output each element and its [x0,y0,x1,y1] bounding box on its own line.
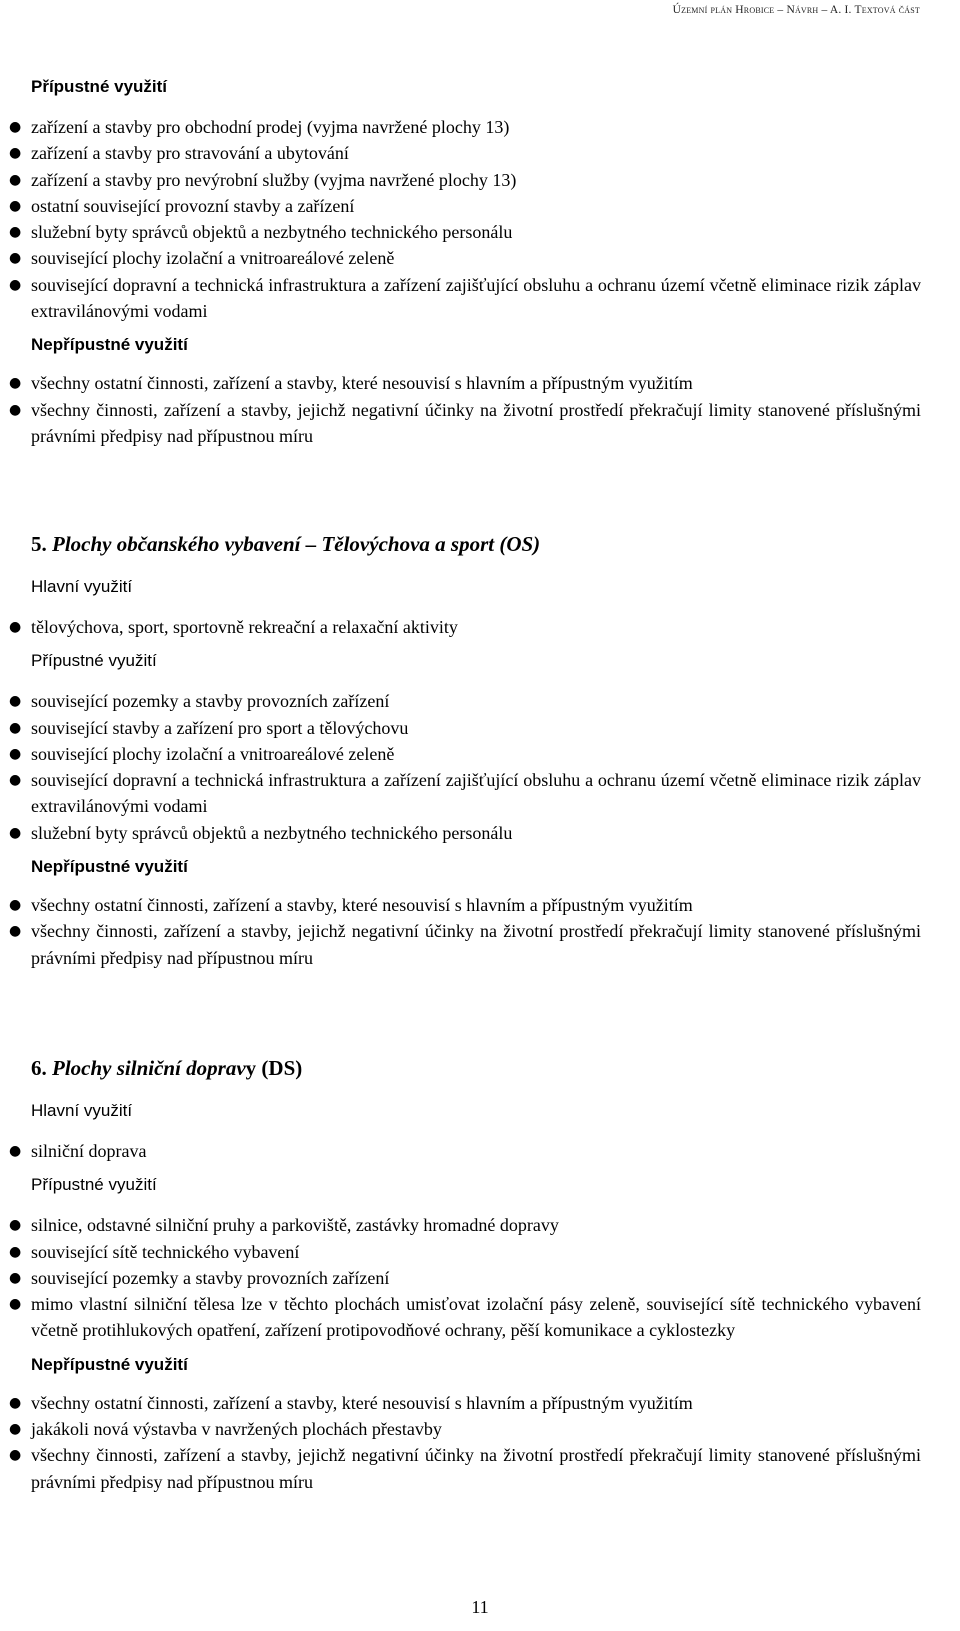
list-item: ● související dopravní a technická infrastruktura a zařízení zajišťující obsluhu a ochranu území včetně eliminace rizik záplav extravilánovými vodami [31,767,921,820]
list-item: ● všechny činnosti, zařízení a stavby, jejichž negativní účinky na životní prostředí překračují limity stanovené příslušnými právními předpisy nad přípustnou míru [31,1442,921,1495]
permitted-heading: Přípustné využití [31,77,168,96]
bullet-icon: ● [9,619,22,635]
list-item: ● jakákoli nová výstavba v navržených plochách přestavby [31,1416,921,1442]
permitted-list [9,114,921,324]
bullet-icon: ● [9,1269,22,1286]
bullet-icon: ● [9,1217,22,1234]
list-item: ● související sítě technického vybavení [31,1239,921,1265]
bullet-icon: ● [9,224,22,241]
bullet-icon: ● [9,119,22,135]
list-item: ● mimo vlastní silniční tělesa lze v těchto plochách umisťovat izolační pásy zeleně, související sítě technického vybavení včetně protihlukových opatření, zařízení protipovodňové ochrany, pěší komunikace a cyklostezky [31,1291,921,1344]
forbidden-heading: Nepřípustné využití [31,335,188,355]
forbidden-list [9,1390,921,1495]
bullet-icon: ● [9,923,22,940]
permitted-list [9,688,921,846]
list-item: ● související pozemky a stavby provozních zařízení [31,688,921,714]
forbidden-heading: Nepřípustné využití [31,857,188,877]
forbidden-list [9,370,921,449]
top-block [9,76,921,449]
bullet-icon: ● [9,693,22,710]
bullet-icon: ● [9,1143,22,1159]
bullet-icon: ● [9,1296,22,1313]
list-item: ● silnice, odstavné silniční pruhy a parkoviště, zastávky hromadné dopravy [31,1212,921,1238]
bullet-icon: ● [9,897,22,914]
list-item: ● silniční doprava [31,1138,921,1164]
bullet-icon: ● [9,1243,22,1260]
list-item: ● všechny ostatní činnosti, zařízení a stavby, které nesouvisí s hlavním a přípustným využitím [31,370,921,396]
bullet-icon: ● [9,375,22,392]
list-item: ● tělovýchova, sport, sportovně rekreační a relaxační aktivity [31,614,921,640]
list-item: ● související plochy izolační a vnitroareálové zeleně [31,741,921,767]
list-item: ● všechny ostatní činnosti, zařízení a stavby, které nesouvisí s hlavním a přípustným využitím [31,892,921,918]
permitted-heading: Přípustné využití [31,651,157,671]
main-heading: Hlavní využití [31,577,133,596]
list-item: ● zařízení a stavby pro stravování a ubytování [31,140,921,166]
list-item: ● ostatní související provozní stavby a zařízení [31,193,921,219]
list-item: ● související pozemky a stavby provozních zařízení [31,1265,921,1291]
bullet-icon: ● [9,719,22,736]
bullet-icon: ● [9,276,22,293]
bullet-icon: ● [9,1421,22,1438]
list-item: ● všechny činnosti, zařízení a stavby, jejichž negativní účinky na životní prostředí překračují limity stanovené příslušnými právními předpisy nad přípustnou míru [31,397,921,450]
list-item: ● zařízení a stavby pro nevýrobní služby (vyjma navržené plochy 13) [31,167,921,193]
list-item: ● zařízení a stavby pro obchodní prodej (vyjma navržené plochy 13) [31,114,921,140]
list-item: ● všechny činnosti, zařízení a stavby, jejichž negativní účinky na životní prostředí překračují limity stanovené příslušnými právními předpisy nad přípustnou míru [31,918,921,971]
bullet-icon: ● [9,250,22,267]
list-item: ● všechny ostatní činnosti, zařízení a stavby, které nesouvisí s hlavním a přípustným využitím [31,1390,921,1416]
permitted-list [9,1212,921,1343]
page-number: 11 [471,1597,489,1617]
main-heading: Hlavní využití [31,1101,133,1120]
list-item: ● služební byty správců objektů a nezbytného technického personálu [31,820,921,846]
bullet-icon: ● [9,1394,22,1411]
forbidden-list [9,892,921,971]
bullet-icon: ● [9,772,22,789]
main-list [9,614,921,640]
bullet-icon: ● [9,745,22,762]
list-item: ● související plochy izolační a vnitroareálové zeleně [31,245,921,271]
bullet-icon: ● [9,171,22,188]
forbidden-heading: Nepřípustné využití [31,1354,188,1374]
permitted-heading: Přípustné využití [31,1175,157,1195]
bullet-icon: ● [9,197,22,214]
bullet-icon: ● [9,145,22,162]
section-5-title: 5. Plochy občanského vybavení – Tělovýchova a sport (OS) [31,532,541,556]
bullet-icon: ● [9,401,22,418]
list-item: ● související dopravní a technická infrastruktura a zařízení zajišťující obsluhu a ochranu území včetně eliminace rizik záplav extravilánovými vodami [31,272,921,325]
bullet-icon: ● [9,824,22,841]
list-item: ● související stavby a zařízení pro sport a tělovýchovu [31,715,921,741]
main-list [9,1138,921,1164]
section-6-title: 6. Plochy silniční dopravy (DS) [31,1056,303,1080]
section-5 [9,530,921,971]
running-header: Územní plán Hrobice – Návrh – A. I. Textová část [672,4,920,16]
section-6 [9,1054,921,1495]
list-item: ● služební byty správců objektů a nezbytného technického personálu [31,219,921,245]
bullet-icon: ● [9,1447,22,1464]
